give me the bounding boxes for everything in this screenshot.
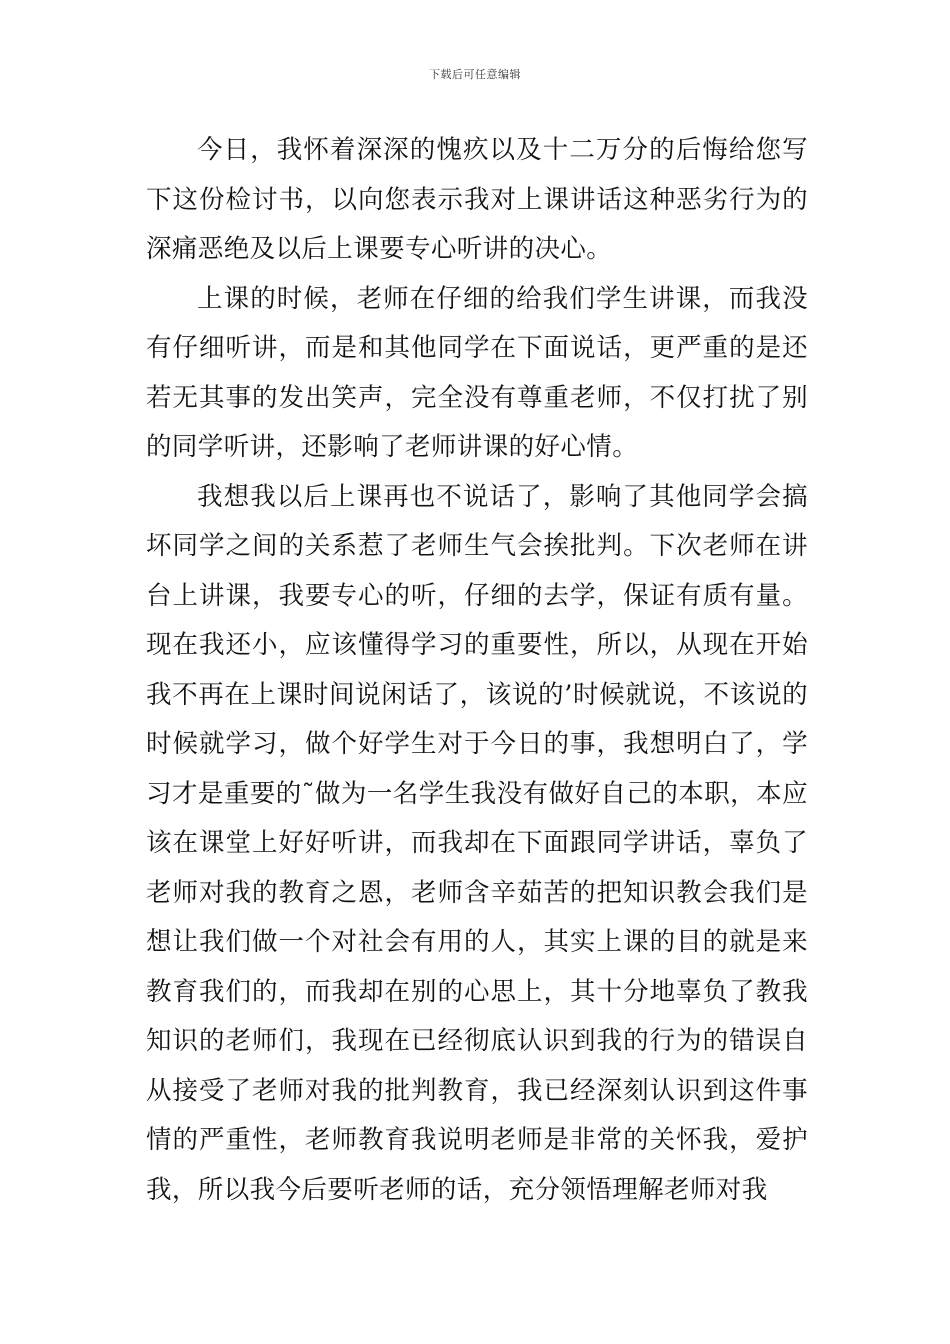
header-note: 下载后可任意编辑 — [429, 68, 521, 81]
paragraph-3: 我想我以后上课再也不说话了，影响了其他同学会搞坏同学之间的关系惹了老师生气会挨批判。下次老师在讲台上讲课，我要专心的听，仔细的去学，保证有质有量。现在我还小，应该懂得学习的重要性，所以，从现在开始我不再在上课时间说闲话了，该说的’时候就说，不该说的时候就学习，做个好学生对于今日的事，我想明白了，学习才是重要的˜做为一名学生我没有做好自己的本职，本应该在课堂上好好听讲，而我却在下面跟同学讲话，辜负了老师对我的教育之恩，老师含辛茹苦的把知识教会我们是想让我们做一个对社会有用的人，其实上课的目的就是来教育我们的，而我却在别的心思上，其十分地辜负了教我知识的老师们，我现在已经彻底认识到我的行为的错误自从接受了老师对我的批判教育，我已经深刻认识到这件事情的严重性，老师教育我说明老师是非常的关怀我，爱护我，所以我今后要听老师的话，充分领悟理解老师对我 — [146, 481, 808, 1205]
document-body — [146, 126, 808, 1215]
paragraph-2: 上课的时候，老师在仔细的给我们学生讲课，而我没有仔细听讲，而是和其他同学在下面说话，更严重的是还若无其事的发出笑声，完全没有尊重老师，不仅打扰了别的同学听讲，还影响了老师讲课的好心情。 — [146, 283, 808, 462]
paragraph-1: 今日，我怀着深深的愧疚以及十二万分的后悔给您写下这份检讨书，以向您表示我对上课讲话这种恶劣行为的深痛恶绝及以后上课要专心听讲的决心。 — [146, 135, 808, 264]
